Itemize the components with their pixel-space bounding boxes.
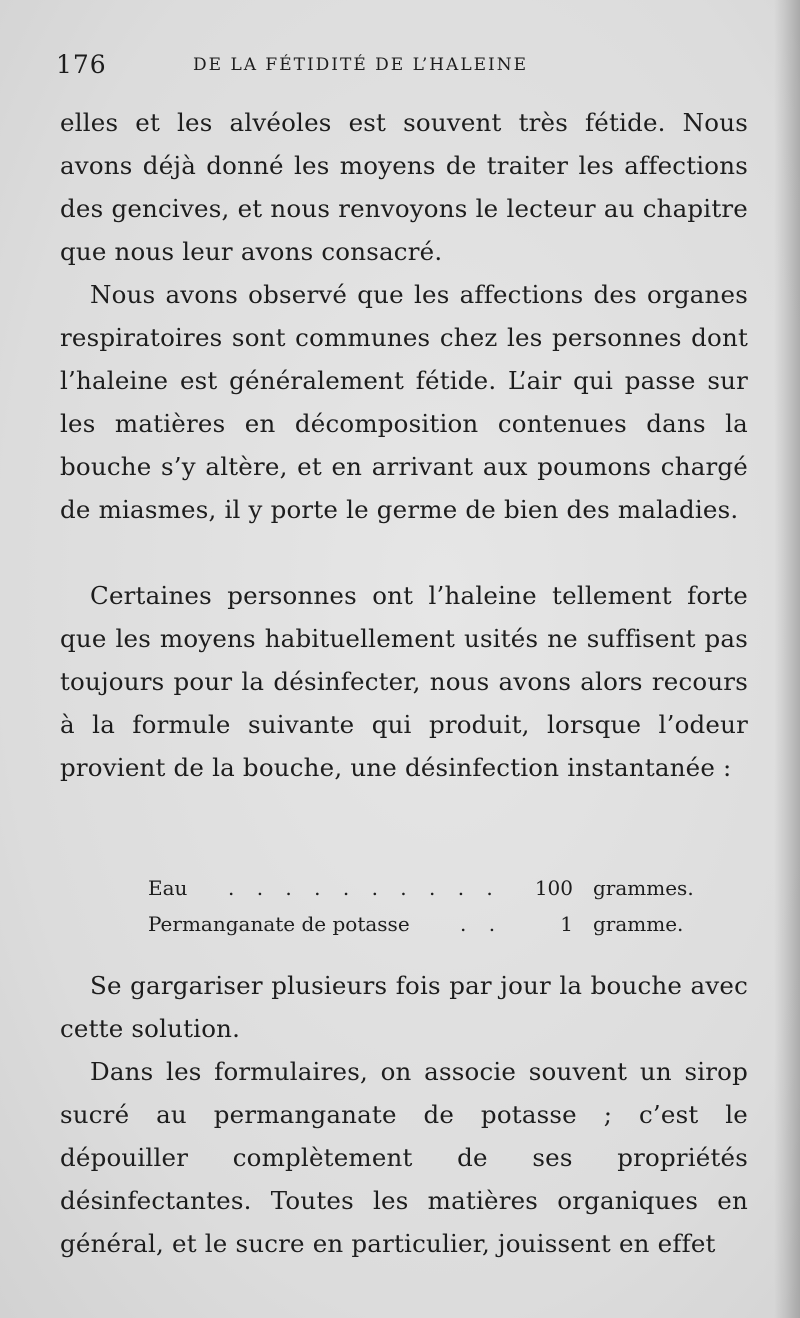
formula-row xyxy=(148,870,708,906)
paragraph-gargle: Se gargariser plusieurs fois par jour la bouche avec cette solution. xyxy=(60,971,748,1043)
paragraph-formula-intro: Certaines personnes ont l’haleine tellement forte que les moyens habituellement usités ne suffisent pas toujours pour la désinfecter, nous avons alors recours à la formule suivante qui produit, lorsque l’odeur provient de la bouche, une désinfection instantanée : xyxy=(60,581,748,782)
formula-row xyxy=(148,906,708,942)
formula-leader-dots: . . . . . . . . . . xyxy=(228,876,501,900)
formula-quantity: 100 xyxy=(534,876,573,900)
formula-quantity: 1 xyxy=(560,912,573,936)
formula-unit: gramme. xyxy=(593,912,684,936)
formula-block xyxy=(148,870,708,942)
page-header xyxy=(56,50,746,86)
paragraph-respiratory: Nous avons observé que les affections des organes respiratoires sont communes chez les personnes dont l’haleine est généralement fétide. L’air qui passe sur les matières en décomposition contenues dans la bouche s’y altère, et en arrivant aux poumons chargé de miasmes, il y porte le germe de bien des maladies. xyxy=(60,280,748,524)
page-number: 176 xyxy=(56,50,107,79)
formula-leader-dots: . . xyxy=(460,912,504,936)
formula-ingredient: Eau xyxy=(148,876,188,900)
formula-unit: grammes. xyxy=(593,876,694,900)
paragraph-continuation: elles et les alvéoles est souvent très fétide. Nous avons déjà donné les moyens de traiter les affections des gencives, et nous renvoyons le lecteur au chapitre que nous leur avons consacré. xyxy=(60,108,748,266)
paragraph-formularies: Dans les formulaires, on associe souvent un sirop sucré au permanganate de potasse ; c’est le dépouiller complètement de ses propriétés désinfectantes. Toutes les matières organiques en général, et le sucre en particulier, jouissent en effet xyxy=(60,1057,748,1258)
formula-ingredient: Permanganate de potasse xyxy=(148,912,410,936)
page-edge-shadow xyxy=(774,0,800,1318)
running-title: DE LA FÉTIDITÉ DE L’HALEINE xyxy=(193,55,529,75)
